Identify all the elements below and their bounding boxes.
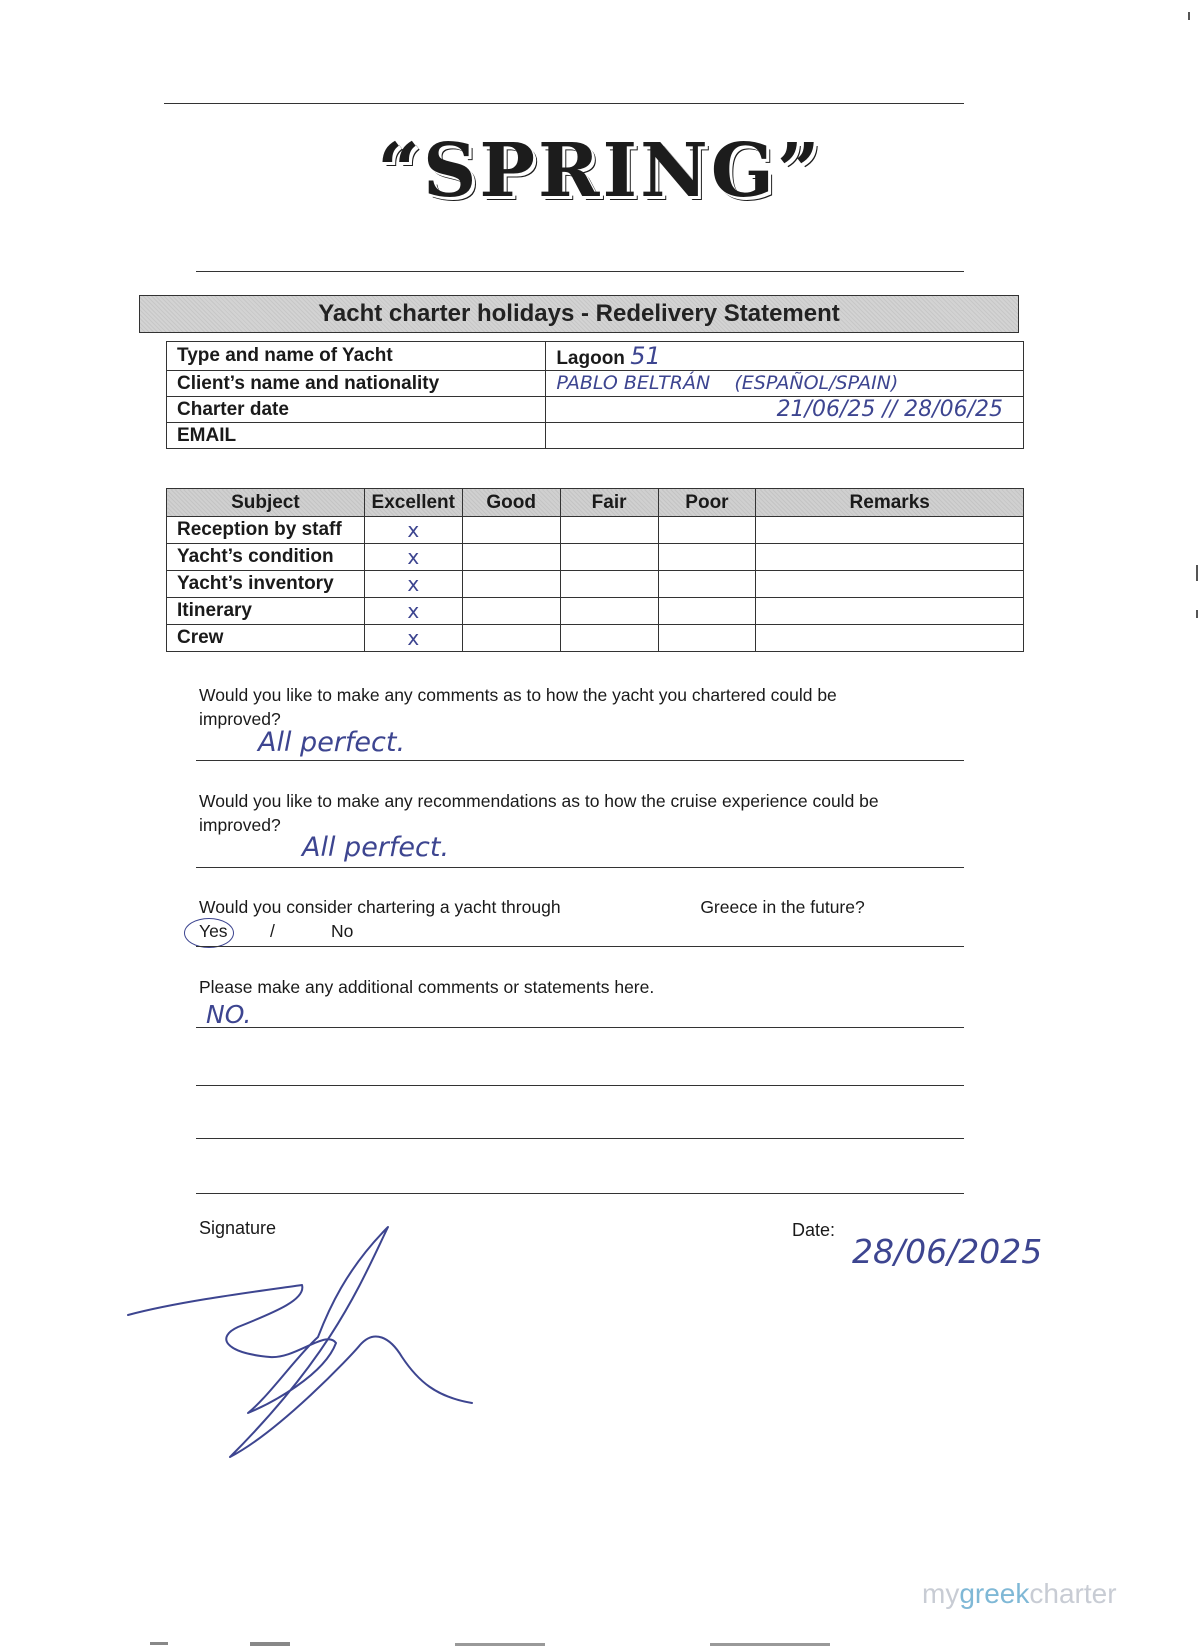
remarks-cell [756,571,1024,598]
watermark-part-1: my [922,1578,960,1609]
table-row [167,342,1024,371]
header-poor: Poor [658,489,756,517]
value-charter-date-handwritten: 21/06/25 // 28/06/25 [776,397,1003,422]
value-email [546,423,1024,449]
header-fair: Fair [560,489,658,517]
subject-cell: Itinerary [167,598,365,625]
scan-artifact [1196,565,1198,581]
document-title: “SPRING” [377,128,823,214]
fair-cell [560,517,658,544]
poor-cell [658,625,756,652]
question-3 [199,895,979,919]
fair-cell [560,571,658,598]
value-charter-date [546,397,1024,423]
good-cell [462,571,560,598]
remarks-cell [756,517,1024,544]
no-option: No [331,921,354,941]
poor-cell [658,598,756,625]
scan-artifact [250,1642,290,1646]
subject-cell: Crew [167,625,365,652]
mygreekcharter-watermark [922,1578,1117,1610]
header-subject: Subject [167,489,365,517]
answer-3-line [196,946,964,947]
excellent-mark: x [364,598,462,625]
excellent-mark: x [364,625,462,652]
question-3-text-after: Greece in the future? [700,897,865,917]
table-row [167,517,1024,544]
good-cell [462,544,560,571]
fair-cell [560,598,658,625]
fair-cell [560,625,658,652]
signature-scribble [120,1225,480,1470]
answer-1: All perfect. [258,727,406,758]
watermark-part-3: charter [1029,1578,1117,1609]
comment-line-2 [196,1085,964,1086]
comment-line-3 [196,1138,964,1139]
table-header-row [167,489,1024,517]
table-row [167,571,1024,598]
subject-cell: Yacht’s inventory [167,571,365,598]
subject-cell: Yacht’s condition [167,544,365,571]
header-excellent: Excellent [364,489,462,517]
good-cell [462,625,560,652]
value-client [546,371,1024,397]
answer-1-line [196,760,964,761]
poor-cell [658,517,756,544]
answer-2-line [196,867,964,868]
scan-artifact [455,1643,545,1646]
yes-option: Yes [199,921,228,941]
yacht-info-table [166,341,1024,449]
question-3-text-before: Would you consider chartering a yacht through [199,897,561,917]
table-row [167,598,1024,625]
table-row [167,397,1024,423]
answer-2: All perfect. [302,832,450,863]
excellent-mark: x [364,517,462,544]
table-row [167,544,1024,571]
signature-label: Signature [199,1218,277,1238]
question-4: Please make any additional comments or statements here. [199,977,655,997]
table-row [167,371,1024,397]
remarks-cell [756,625,1024,652]
question-2 [199,789,879,837]
value-yacht [546,342,1024,371]
header-remarks: Remarks [756,489,1024,517]
value-yacht-printed: Lagoon [556,348,625,369]
label-client: Client’s name and nationality [167,371,546,397]
poor-cell [658,571,756,598]
remarks-cell [756,544,1024,571]
question-1 [199,683,837,731]
table-row [167,423,1024,449]
subject-cell: Reception by staff [167,517,365,544]
comment-line-4 [196,1193,964,1194]
value-client-handwritten: PABLO BELTRÁN (ESPAÑOL/SPAIN) [556,372,899,394]
option-separator: / [270,921,275,941]
good-cell [462,598,560,625]
question-2-line2: improved? [199,815,281,835]
comment-line-1 [196,1027,964,1028]
top-rule [164,103,964,104]
ratings-table [166,488,1024,652]
table-row [167,625,1024,652]
date-value: 28/06/2025 [852,1232,1043,1271]
watermark-part-2: greek [959,1578,1030,1609]
question-1-line1: Would you like to make any comments as to how the yacht you chartered could be [199,685,837,705]
remarks-cell [756,598,1024,625]
fair-cell [560,544,658,571]
poor-cell [658,544,756,571]
good-cell [462,517,560,544]
question-2-line1: Would you like to make any recommendations as to how the cruise experience could be [199,791,879,811]
label-charter-date: Charter date [167,397,546,423]
statement-banner: Yacht charter holidays - Redelivery Statement [139,295,1019,333]
scan-artifact [150,1642,168,1645]
label-email: EMAIL [167,423,546,449]
excellent-mark: x [364,571,462,598]
excellent-mark: x [364,544,462,571]
question-1-line2: improved? [199,709,281,729]
scan-artifact [1196,610,1198,618]
scan-artifact [1188,12,1190,20]
date-label: Date: [792,1220,836,1240]
label-yacht: Type and name of Yacht [167,342,546,371]
scan-artifact [710,1643,830,1646]
header-good: Good [462,489,560,517]
answer-4: NO. [206,1000,252,1029]
value-yacht-handwritten: 51 [630,342,661,370]
title-bottom-rule [196,271,964,272]
